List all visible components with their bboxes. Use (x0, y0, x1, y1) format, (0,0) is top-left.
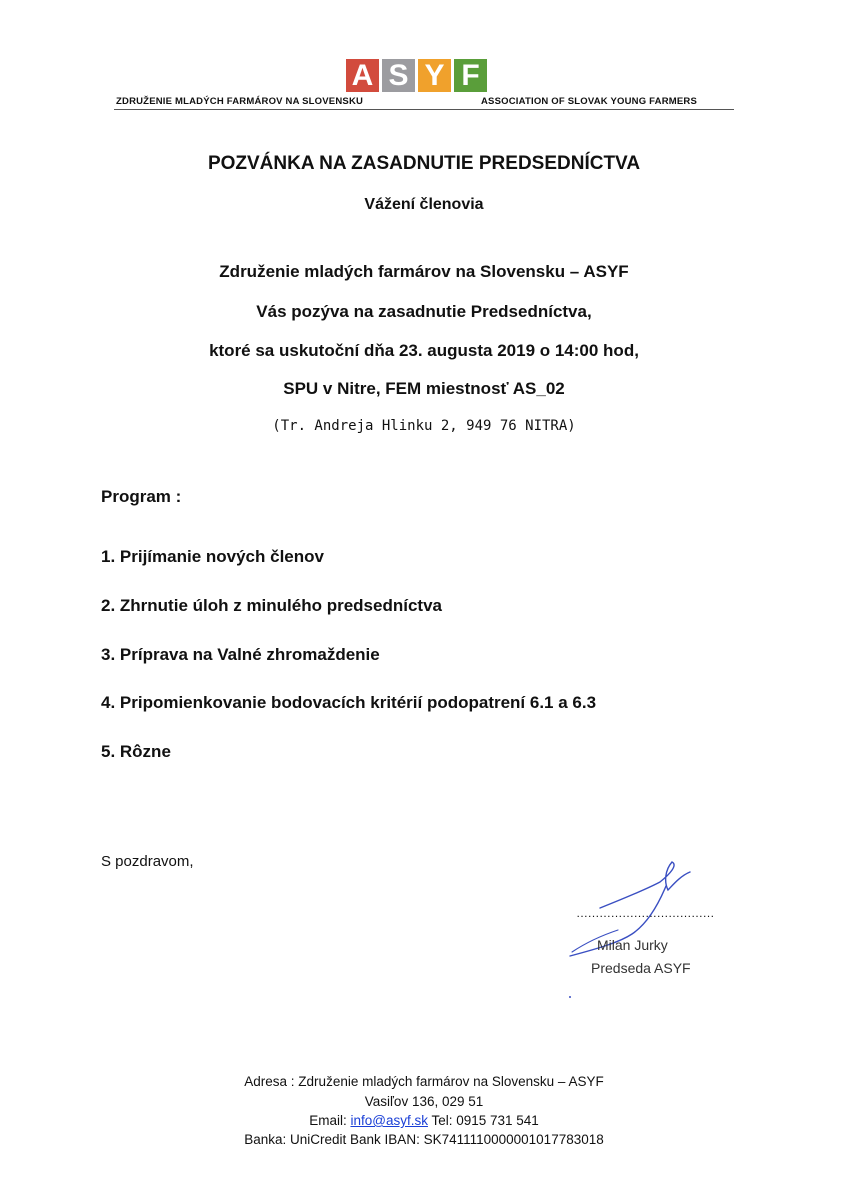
logo-letter-f: F (454, 59, 487, 92)
org-name-english: ASSOCIATION OF SLOVAK YOUNG FARMERS (481, 96, 698, 107)
footer-street: Vasiľov 136, 029 51 (364, 1094, 484, 1109)
document-title: POZVÁNKA NA ZASADNUTIE PREDSEDNÍCTVA (207, 153, 641, 174)
invitation-line-venue: SPU v Nitre, FEM miestnosť AS_02 (283, 379, 565, 398)
program-item: 1. Prijímanie nových členov (101, 547, 324, 566)
program-item: 2. Zhrnutie úloh z minulého predsedníctva (101, 596, 442, 615)
footer-bank: Banka: UniCredit Bank IBAN: SK7411110000001017783018 (244, 1132, 604, 1147)
venue-address: (Tr. Andreja Hlinku 2, 949 76 NITRA) (272, 418, 576, 434)
signer-role: Predseda ASYF (591, 960, 691, 976)
program-item: 4. Pripomienkovanie bodovacích kritérií podopatrení 6.1 a 6.3 (101, 693, 597, 712)
invitation-line-invite: Vás pozýva na zasadnutie Predsedníctva, (256, 302, 592, 321)
asyf-logo (346, 59, 487, 92)
footer-address: Adresa : Združenie mladých farmárov na Slovensku – ASYF (244, 1074, 604, 1089)
greeting: Vážení členovia (364, 196, 484, 213)
logo-letter-y: Y (418, 59, 451, 92)
closing-salutation: S pozdravom, (101, 853, 194, 870)
program-heading: Program : (101, 487, 182, 506)
program-item: 5. Rôzne (101, 742, 171, 761)
header-divider (114, 109, 734, 110)
handwritten-signature (560, 860, 700, 1000)
org-name-slovak: ZDRUŽENIE MLADÝCH FARMÁROV NA SLOVENSKU (116, 96, 364, 107)
email-label: Email: (309, 1113, 347, 1128)
phone-number: Tel: 0915 731 541 (431, 1113, 539, 1128)
logo-letter-a: A (346, 59, 379, 92)
invitation-line-date: ktoré sa uskutoční dňa 23. augusta 2019 o 14:00 hod, (209, 341, 639, 360)
program-item: 3. Príprava na Valné zhromaždenie (101, 645, 380, 664)
invitation-line-organization: Združenie mladých farmárov na Slovensku – ASYF (219, 262, 629, 281)
signature-line: ……………………………… (576, 906, 714, 920)
logo-letter-s: S (382, 59, 415, 92)
signer-name: Milan Jurky (597, 937, 668, 953)
email-link[interactable]: info@asyf.sk (350, 1113, 428, 1128)
footer-contact (0, 1113, 848, 1128)
